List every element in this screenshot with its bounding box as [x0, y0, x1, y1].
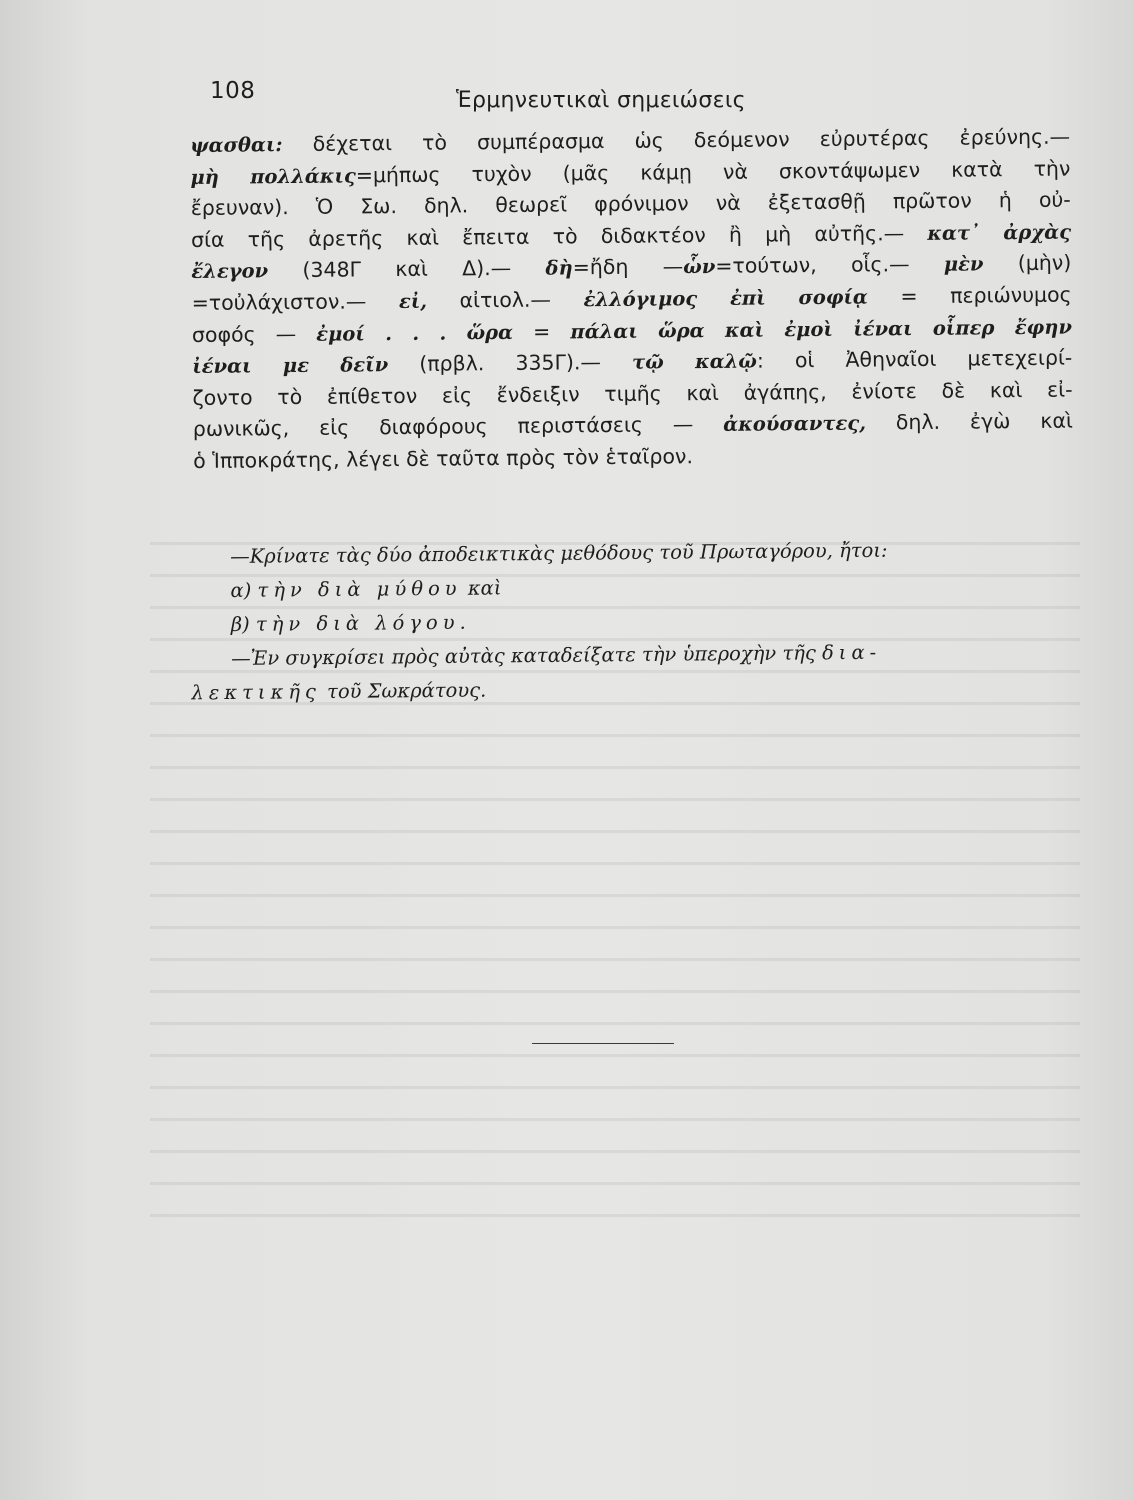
gloss: =τούτων, οἷς.—	[715, 252, 944, 279]
lemma: ἔλεγον	[191, 259, 269, 284]
option-label: α)	[230, 578, 252, 602]
gloss: ζοντο τὸ ἐπίθετον εἰς ἔνδειξιν τιμῆς καὶ ἀγάπης, ἐνίοτε δὲ καὶ εἰ-	[192, 377, 1073, 410]
lemma: εἰ,	[398, 289, 428, 313]
gloss: = περιώνυμος	[867, 282, 1072, 309]
gloss: δηλ. ἐγὼ καὶ	[865, 408, 1073, 435]
page-number: 108	[210, 78, 256, 104]
gloss: ρωνικῶς, εἰς διαφόρους περιστάσεις —	[192, 412, 724, 442]
gloss: δέχεται τὸ συμπέρασμα ὡς δεόμενον εὐρυτέρας ἐρεύνης.—	[282, 124, 1071, 157]
gloss: αἰτιολ.—	[426, 287, 584, 313]
lemma: ἐλλόγιμος ἐπὶ σοφίᾳ	[583, 285, 868, 312]
page-header	[210, 78, 790, 118]
gloss: =τοὐλάχιστον.—	[191, 288, 400, 315]
lemma: μὴ πολλάκις	[190, 164, 356, 189]
question-text: τοῦ Σωκράτους.	[320, 678, 487, 704]
gloss: σία τῆς ἀρετῆς καὶ ἔπειτα τὸ διδακτέον ἢ μὴ αὐτῆς.—	[190, 220, 928, 252]
gloss: =μήπως τυχὸν (μᾶς κάμῃ νὰ σκοντάψωμεν κατὰ τὴν	[355, 156, 1071, 188]
gloss: ὁ Ἱπποκράτης, λέγει δὲ ταῦτα πρὸς τὸν ἑταῖρον.	[193, 444, 694, 473]
lemma: τῷ καλῷ	[631, 349, 758, 374]
option-label: β)	[230, 612, 250, 636]
gloss: =ἤδη —	[572, 254, 684, 280]
exercise-question-1: —Κρίνατε τὰς δύο ἀποδεικτικὰς μεθόδους τοῦ Πρωταγόρου, ἤτοι:	[230, 538, 888, 568]
lemma: πάλαι ὥρα καὶ ἐμοὶ ἰέναι οἷπερ ἔφην	[570, 315, 1073, 343]
lemma: ψασθαι:	[190, 133, 283, 157]
gloss: (μὴν)	[983, 250, 1072, 276]
spaced-text: τὴν διὰ μύθου	[257, 576, 462, 602]
gloss: ἔρευναν). Ὁ Σω. δηλ. θεωρεῖ φρόνιμον νὰ ἐξετασθῇ πρῶτον ἡ οὐ-	[190, 187, 1071, 221]
spaced-text: τὴν διὰ λόγου.	[255, 610, 471, 636]
spaced-text: δια-	[821, 640, 882, 665]
gloss: : οἱ Ἀθηναῖοι μετεχειρί-	[756, 345, 1073, 373]
lemma: ἐμοί . . . ὥρα	[316, 320, 514, 346]
lemma: ἀκούσαντες,	[723, 411, 867, 437]
commentary-paragraph	[190, 122, 1073, 478]
running-title: Ἑρμηνευτικαὶ σημειώσεις	[456, 88, 746, 113]
gloss: (348Γ καὶ Δ).—	[268, 255, 546, 283]
gloss: σοφός —	[191, 321, 317, 347]
lemma: δὴ	[545, 256, 573, 280]
spaced-text: λεκτικῆς	[191, 680, 322, 705]
lemma: ὧν	[683, 255, 716, 279]
lemma: μὲν	[943, 252, 984, 277]
lemma: ἰέναι με δεῖν	[192, 353, 389, 379]
option-tail: καὶ	[461, 576, 502, 600]
exercises-block	[191, 532, 1082, 710]
lemma: κατ᾽ ἀρχὰς	[927, 220, 1072, 245]
section-divider	[532, 1043, 674, 1044]
question-text: —Ἐν συγκρίσει πρὸς αὐτὰς καταδείξατε τὴν ὑπεροχὴν τῆς	[231, 641, 823, 670]
gloss: =	[512, 318, 571, 344]
gloss: (πρβλ. 335Γ).—	[388, 349, 633, 377]
